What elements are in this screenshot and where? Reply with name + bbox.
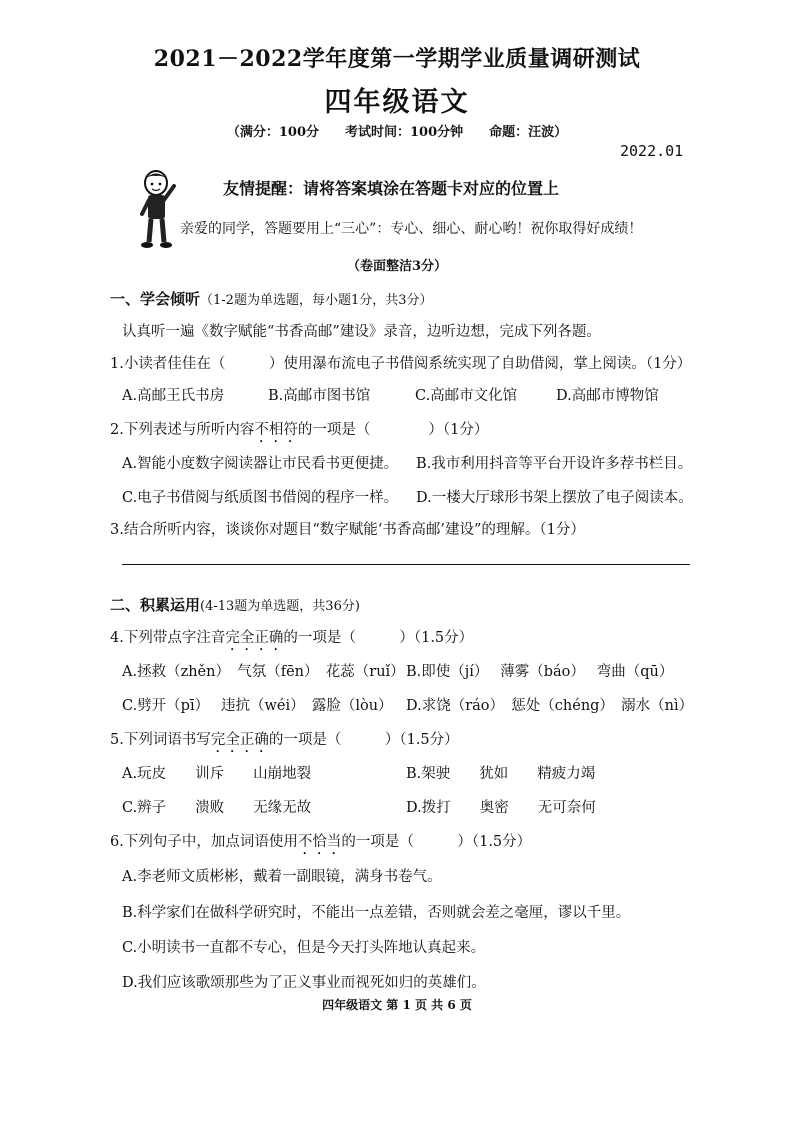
question-5-stem-emphasis: 完全正确 [210,732,269,748]
reminder-text: 友情提醒：请将答案填涂在答题卡对应的位置上 [223,179,560,198]
question-6-option-d: D.我们应该歌颂那些为了正义事业而视死如归的英雄们。 [122,975,486,991]
question-1-option-c: C.高邮市文化馆 [415,388,518,404]
question-4-stem-pre: 4.下列带点字注音 [110,630,226,646]
question-6-stem-pre: 6.下列句子中，加点词语使用 [110,834,298,850]
question-4-option-b: B.即使（jí） 薄雾（báo） 弯曲（qū） [406,664,674,680]
exam-subject: 四年级语文 [324,87,470,118]
question-4-stem-post: 的一项是（ ）（1.5分） [283,630,474,646]
question-4-option-c: C.劈开（pī） 违抗（wéi） 露脸（lòu） [122,698,393,714]
question-1-stem: 1.小读者佳佳在（ ）使用瀑布流电子书借阅系统实现了自助借阅，掌上阅读。（1分） [110,356,692,372]
question-2-option-c: C.电子书借阅与纸质图书借阅的程序一样。 [122,490,399,506]
question-2-stem [110,418,488,446]
question-2-option-d: D.一楼大厅球形书架上摆放了电子阅读本。 [416,490,693,506]
cartoon-boy-icon [134,170,180,252]
question-1-option-a: A.高邮王氏书房 [122,388,225,404]
question-5-option-b: B.架驶 犹如 精疲力竭 [406,766,596,782]
section-1-instruction: 认真听一遍《数字赋能“书香高邮”建设》录音，边听边想，完成下列各题。 [122,324,601,340]
question-6-option-a: A.李老师文质彬彬，戴着一副眼镜，满身书卷气。 [122,869,442,885]
question-4-stem-emphasis: 完全正确 [225,630,284,646]
question-6-option-b: B.科学家们在做科学研究时，不能出一点差错，否则就会差之毫厘，谬以千里。 [122,905,631,921]
section-1-note: （1-2题为单选题，每小题1分，共3分） [200,293,433,308]
question-2-stem-pre: 2.下列表述与所听内容 [110,422,255,438]
section-1-heading [110,288,433,309]
question-6-stem-post: 的一项是（ ）（1.5分） [341,834,532,850]
encouragement-text: 亲爱的同学，答题要用上“三心”：专心、细心、耐心哟！祝你取得好成绩！ [180,221,643,237]
exam-title: 2021－2022学年度第一学期学业质量调研测试 [153,46,641,72]
question-5-stem-post: 的一项是（ ）（1.5分） [268,732,459,748]
question-2-option-a: A.智能小度数字阅读器让市民看书更便捷。 [122,456,399,472]
question-5-option-d: D.拨打 奥密 无可奈何 [406,800,596,816]
question-2-option-b: B.我市利用抖音等平台开设许多荐书栏目。 [416,456,693,472]
question-3-stem: 3.结合所听内容，谈谈你对题目“数字赋能‘书香高邮’建设”的理解。（1分） [110,522,585,538]
question-1-option-b: B.高邮市图书馆 [268,388,371,404]
section-2-heading [110,594,360,615]
exam-date: 2022.01 [620,142,684,160]
question-2-stem-emphasis: 不相符 [254,422,298,438]
question-5-stem [110,728,459,756]
question-1-option-d: D.高邮市博物馆 [556,388,659,404]
question-6-option-c: C.小明读书一直都不专心，但是今天打头阵地认真起来。 [122,940,486,956]
question-4-option-d: D.求饶（ráo） 惩处（chéng） 溺水（nì） [406,698,694,714]
section-2-note: (4-13题为单选题，共36分) [200,599,360,614]
question-5-option-c: C.辨子 溃败 无缘无故 [122,800,312,816]
page-footer: 四年级语文 第 1 页 共 6 页 [322,998,472,1012]
question-4-option-a: A.拯救（zhěn） 气氛（fēn） 花蕊（ruǐ） [122,664,405,680]
question-5-option-a: A.玩皮 训斥 山崩地裂 [122,766,312,782]
neatness-note: （卷面整洁3分） [346,259,448,274]
question-4-stem [110,626,473,654]
section-2-title: 二、积累运用 [110,596,201,614]
question-2-stem-post: 的一项是（ ）（1分） [297,422,489,438]
answer-line [122,564,690,565]
exam-meta: （满分：100分 考试时间：100分钟 命题：汪波） [226,125,568,140]
question-6-stem [110,830,531,858]
question-6-stem-emphasis: 不恰当 [297,834,342,850]
question-5-stem-pre: 5.下列词语书写 [110,732,211,748]
section-1-title: 一、学会倾听 [110,290,201,308]
